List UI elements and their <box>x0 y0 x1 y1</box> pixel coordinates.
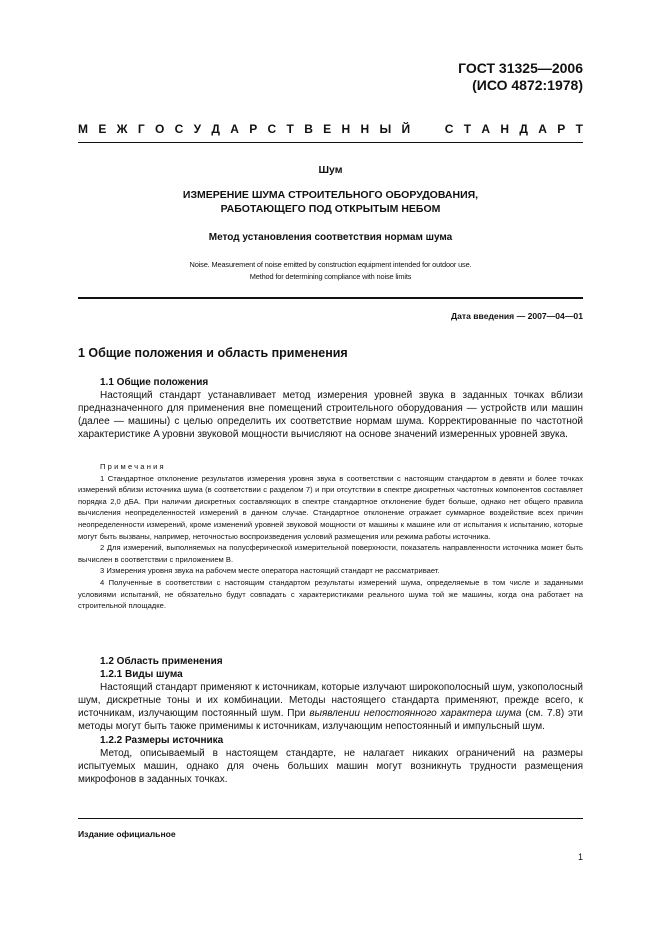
banner-letter: У <box>193 122 202 136</box>
banner-letter: С <box>174 122 184 136</box>
banner-letter: Д <box>211 122 220 136</box>
title-main <box>78 188 583 216</box>
introduction-date: Дата введения — 2007—04—01 <box>450 311 583 321</box>
banner-letter: Р <box>557 122 566 136</box>
title-english-line1: Noise. Measurement of noise emitted by construction equipment intended for outdoor use. <box>189 260 472 269</box>
section-1-2-heading: 1.2 Область применения <box>100 656 223 667</box>
banner-letter: Е <box>98 122 107 136</box>
footer-rule <box>78 818 583 819</box>
banner-letter: Н <box>341 122 351 136</box>
page-number: 1 <box>577 852 583 862</box>
banner-letter: В <box>304 122 313 136</box>
banner-letter: С <box>444 122 454 136</box>
title-main-line2: РАБОТАЮЩЕГО ПОД ОТКРЫТЫМ НЕБОМ <box>220 203 441 215</box>
banner-gap <box>420 122 434 136</box>
banner-letter: С <box>267 122 277 136</box>
section-1-2 <box>78 655 583 786</box>
banner-letter: Ы <box>379 122 392 136</box>
title-english <box>78 259 583 283</box>
standard-code <box>458 60 583 94</box>
section-1-1-text: Настоящий стандарт устанавливает метод измерения уровней звука в заданных точках вблизи предназначенного для применения вне помещений строительного оборудования — устройств или машин (далее — машины) с целью определить их соответствие нормам шума. Корректированные по частотной характеристике A уровни звуковой мощности вычисляют на основе значений измеренных уровней звука. <box>78 390 583 441</box>
banner-letter: Н <box>500 122 510 136</box>
section-1-2-1-text-emphasis: выявлении непостоянного характера шума <box>309 708 522 720</box>
section-1-2-1-text-b: (см. 7.8) эти методы могут быть также применимы к источникам, излучающим непостоянный и импульсный шум. <box>78 708 583 733</box>
notes-heading: Примечания <box>100 462 166 471</box>
banner-rule <box>78 142 583 143</box>
title-main-line1: ИЗМЕРЕНИЕ ШУМА СТРОИТЕЛЬНОГО ОБОРУДОВАНИЯ, <box>182 189 479 201</box>
note-2: 2 Для измерений, выполняемых на полусферической измерительной поверхности, показатель направленности источника может быть вычислен в соответствии с приложением В. <box>78 543 583 564</box>
note-4: 4 Полученные в соответствии с настоящим стандартом результаты измерений шума, определяемые в том числе и заданными условиями испытаний, не обязательно будут совпадать с характеристиками реального шума той же машины, когда она работает на строительной площадке. <box>78 577 583 611</box>
section-1-2-1-text <box>78 681 583 733</box>
banner-letter: Д <box>519 122 528 136</box>
title-english-line2: Method for determining compliance with noise limits <box>249 272 412 281</box>
banner-letter: Т <box>286 122 294 136</box>
banner-letter: Й <box>401 122 411 136</box>
interstate-standard-banner <box>78 122 583 136</box>
banner-letter: Т <box>463 122 472 136</box>
section-1-2-2-heading: 1.2.2 Размеры источника <box>100 734 224 746</box>
banner-letter: О <box>154 122 165 136</box>
section-1-2-1-text-a: Настоящий стандарт применяют к источникам, которые излучают широкополосный шум, узкополосный шум, дискретные тоны и их комбинации. Методы настоящего стандарта применяют, прежде всего, к источникам, излучающим постоянный шум. При <box>78 682 583 720</box>
standard-code-line1: ГОСТ 31325—2006 <box>458 60 583 76</box>
note-3: 3 Измерения уровня звука на рабочем месте оператора настоящий стандарт не рассматривает. <box>100 566 440 576</box>
notes-block <box>78 461 583 612</box>
banner-letter: Е <box>323 122 332 136</box>
title-short: Шум <box>318 164 343 176</box>
banner-letter: А <box>230 122 239 136</box>
standard-code-line2: (ИСО 4872:1978) <box>472 77 583 93</box>
section-1-1 <box>78 376 583 441</box>
banner-letter: Н <box>360 122 370 136</box>
section-1-2-1-heading: 1.2.1 Виды шума <box>100 669 183 681</box>
section-1-2-2-text: Метод, описываемый в настоящем стандарте, не налагает никаких ограничений на размеры испытуемых машин, однако для очень больших машин могут возникнуть трудности размещения микрофонов в заданных точках. <box>78 747 583 785</box>
banner-letter: Р <box>249 122 258 136</box>
section-1-heading: 1 Общие положения и область применения <box>78 346 348 360</box>
banner-letter: Ж <box>116 122 128 136</box>
banner-letter: Т <box>575 122 583 136</box>
title-rule <box>78 297 583 299</box>
banner-letter: Г <box>137 122 145 136</box>
banner-letter: А <box>481 122 491 136</box>
banner-letter: М <box>78 122 88 136</box>
section-1-1-heading: 1.1 Общие положения <box>100 377 209 388</box>
title-method: Метод установления соответствия нормам шума <box>208 232 453 243</box>
official-edition-label: Издание официальное <box>78 829 176 839</box>
note-1: 1 Стандартное отклонение результатов измерения уровня звука в соответствии с настоящим стандартом в девяти и более точках измерений вблизи источника шума (в соответствии с разделом 7) и при отсутствии в спектре дискретных частотных компонентов составляет порядка 2,0 дБA. При наличии дискретных составляющих в спектре стандартное отклонение будет больше, однако нет общего правила вычисления неопределенностей измерений в данном случае. Стандартное отклонение отражает суммарное воздействие всех причин неопределенности измерений, кроме изменений уровней звуковой мощности от машины к машине или от испытания к испытанию, которые могут быть вызваны, например, неточностью воспроизведения условий размещения или режима работы источника. <box>78 473 583 541</box>
banner-letter: А <box>538 122 547 136</box>
